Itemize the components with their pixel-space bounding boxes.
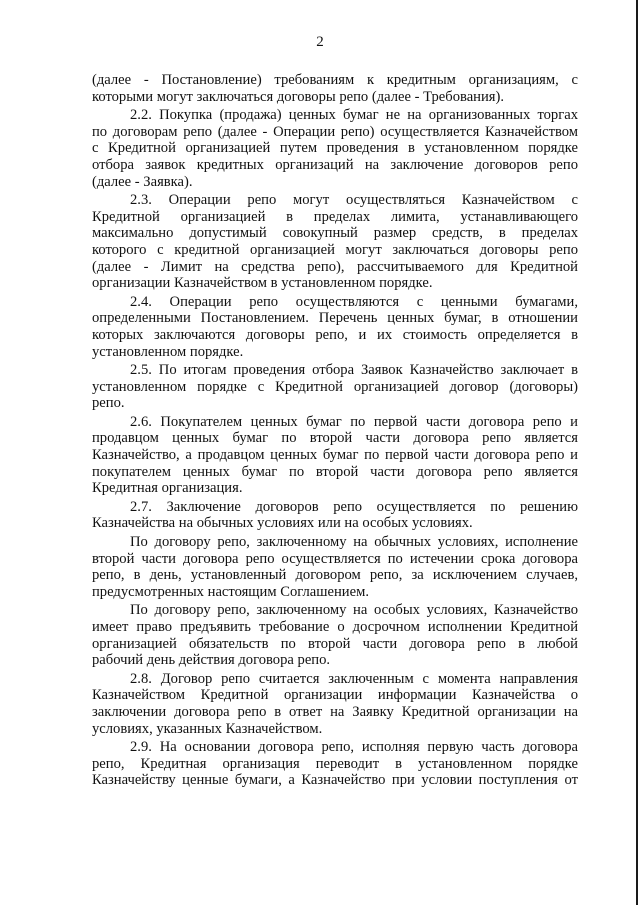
paragraph-line: по договорам репо (далее - Операции репо) осуществляется Казначейством [92, 123, 578, 140]
paragraph [92, 739, 578, 789]
paragraph [92, 671, 578, 737]
paragraph-line: Казначейства на обычных условиях или на особых условиях. [92, 515, 473, 532]
paragraph-line: (далее - Заявка). [92, 173, 193, 190]
paragraph-line: второй части договора репо осуществляется по истечении срока договора [92, 550, 578, 567]
paragraph-line: 2.9. На основании договора репо, исполняя первую часть договора [130, 739, 578, 756]
paragraph-line: отбора заявок кредитных организаций на заключение договоров репо [92, 156, 578, 173]
paragraph-line: (далее - Постановление) требованиям к кредитным организациям, с [92, 72, 578, 88]
paragraph-line: репо. [92, 395, 125, 412]
paragraph-line: По договору репо, заключенному на обычных условиях, исполнение [130, 534, 578, 551]
paragraph-line: (далее - Лимит на средства репо), рассчитываемого для Кредитной [92, 258, 578, 275]
document-body [92, 72, 578, 789]
paragraph-line: с Кредитной организацией путем проведения в установленном порядке [92, 140, 578, 157]
paragraph-line: Кредитная организация. [92, 480, 243, 497]
paragraph-line: Кредитной организацией в пределах лимита, устанавливающего [92, 208, 578, 225]
paragraph [92, 107, 578, 190]
paragraph-line: 2.6. Покупателем ценных бумаг по первой части договора репо и [130, 413, 578, 430]
paragraph [92, 294, 578, 360]
paragraph-line: 2.4. Операции репо осуществляются с ценными бумагами, [130, 293, 578, 310]
paragraph-line: продавцом ценных бумаг по второй части договора репо является [92, 430, 578, 447]
paragraph-line: Казначейство, а продавцом ценных бумаг по первой части договора репо и [92, 447, 578, 464]
paragraph [92, 362, 578, 412]
paragraph-line: условиях, указанных Казначейством. [92, 720, 323, 737]
paragraph-line: По договору репо, заключенному на особых условиях, Казначейство [130, 602, 578, 619]
paragraph-line: 2.8. Договор репо считается заключенным с момента направления [130, 670, 578, 687]
paragraph-line: предусмотренных настоящим Соглашением. [92, 583, 369, 600]
paragraph-line: Казначейству ценные бумаги, а Казначейство при условии поступления от [92, 772, 578, 789]
paragraph-line: установленном порядке с Кредитной организацией договор (договоры) [92, 378, 578, 395]
paragraph-line: 2.7. Заключение договоров репо осуществляется по решению [130, 498, 578, 515]
paragraph [92, 414, 578, 497]
paragraph-line: установленном порядке. [92, 343, 244, 360]
paragraph-line: максимально допустимый совокупный размер средств, в пределах [92, 225, 578, 242]
paragraph-line: заключении договора репо в ответ на Заявку Кредитной организации на [92, 703, 578, 720]
paragraph-line: рабочий день действия договора репо. [92, 652, 331, 669]
paragraph-line: организацией обязательств по второй части договора репо в любой [92, 635, 578, 652]
paragraph-line: 2.2. Покупка (продажа) ценных бумаг не на организованных торгах [130, 107, 578, 124]
paragraph-line: которых заключаются договоры репо, и их стоимость определяется в [92, 326, 578, 343]
paragraph-line: 2.3. Операции репо могут осуществляться Казначейством с [130, 192, 578, 209]
paragraph [92, 72, 578, 105]
paragraph [92, 192, 578, 292]
paragraph-line: организации Казначейством в установленном порядке. [92, 275, 433, 292]
paragraph [92, 602, 578, 668]
page-number: 2 [316, 34, 324, 50]
paragraph-line: репо, в день, установленный договором репо, за исключением случаев, [92, 567, 578, 584]
paragraph-line: Казначейством Кредитной организации информации Казначейства о [92, 687, 578, 704]
paragraph-line: определенными Постановлением. Перечень ценных бумаг, в отношении [92, 310, 578, 327]
paragraph-line: покупателем ценных бумаг по второй части договора репо является [92, 463, 578, 480]
paragraph-line: имеет право предъявить требование о досрочном исполнении Кредитной [92, 619, 578, 635]
paragraph-line: репо, Кредитная организация переводит в установленном порядке [92, 755, 578, 772]
scan-edge-line [636, 0, 638, 905]
paragraph-line: 2.5. По итогам проведения отбора Заявок Казначейство заключает в [130, 362, 578, 379]
paragraph [92, 499, 578, 532]
paragraph-line: которыми могут заключаться договоры репо (далее - Требования). [92, 88, 505, 105]
paragraph [92, 534, 578, 600]
paragraph-line: которого с кредитной организацией могут заключаться договоры репо [92, 241, 578, 258]
